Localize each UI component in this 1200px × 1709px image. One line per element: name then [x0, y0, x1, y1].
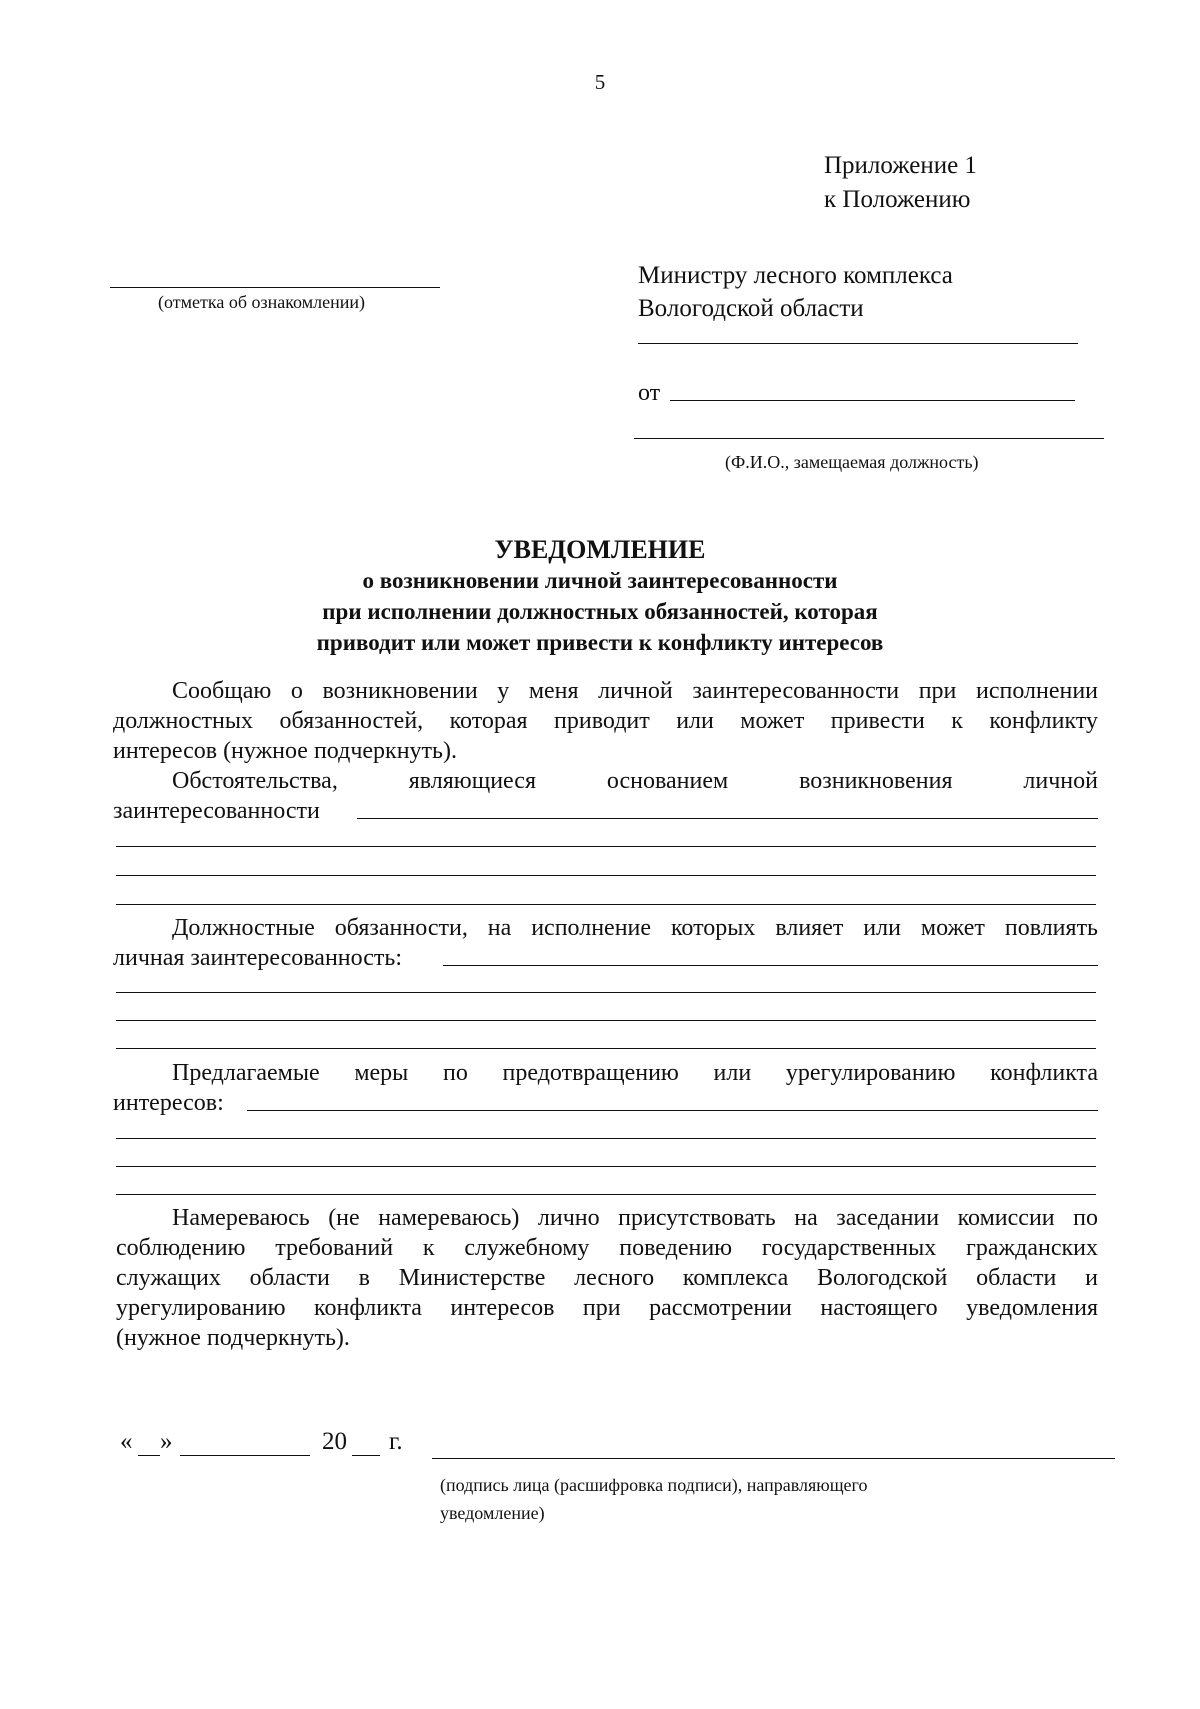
circumstances-line-3[interactable]	[116, 875, 1096, 876]
duties-line-1[interactable]	[443, 965, 1098, 966]
signature-caption-2: уведомление)	[440, 1503, 545, 1523]
p2-line-1: Обстоятельства, являющиеся основанием возникновения личной	[172, 768, 1098, 794]
p5-line-2: соблюдению требований к служебному поведению государственных гражданских	[116, 1235, 1098, 1261]
p4-line-2: интересов:	[113, 1090, 224, 1116]
p5-line-3: служащих области в Министерстве лесного комплекса Вологодской области и	[116, 1265, 1098, 1291]
fio-caption: (Ф.И.О., замещаемая должность)	[725, 452, 979, 472]
position-line[interactable]	[634, 438, 1104, 439]
document-title: УВЕДОМЛЕНИЕ	[494, 535, 706, 564]
addressee-blank-line[interactable]	[638, 343, 1078, 344]
measures-line-1[interactable]	[247, 1110, 1098, 1111]
title-subline-1: о возникновении личной заинтересованности	[362, 568, 838, 593]
date-quote-open: «	[120, 1428, 133, 1455]
duties-line-3[interactable]	[116, 1020, 1096, 1021]
p2-line-2: заинтересованности	[113, 798, 320, 824]
p1-line-1: Сообщаю о возникновении у меня личной заинтересованности при исполнении	[172, 678, 1098, 704]
p1-line-2: должностных обязанностей, которая приводит или может привести к конфликту	[113, 708, 1098, 734]
appendix-label: Приложение 1	[824, 152, 977, 179]
p5-line-5: (нужное подчеркнуть).	[116, 1325, 350, 1351]
circumstances-line-2[interactable]	[116, 846, 1096, 847]
circumstances-line-1[interactable]	[357, 818, 1098, 819]
duties-line-4[interactable]	[116, 1048, 1096, 1049]
signature-caption-1: (подпись лица (расшифровка подписи), направляющего	[440, 1475, 868, 1495]
measures-line-4[interactable]	[116, 1194, 1096, 1195]
from-name-line[interactable]	[670, 400, 1075, 401]
p1-line-3: интересов (нужное подчеркнуть).	[113, 738, 457, 764]
acknowledgement-caption: (отметка об ознакомлении)	[158, 292, 365, 312]
title-subline-3: приводит или может привести к конфликту интересов	[316, 630, 884, 655]
signature-line[interactable]	[432, 1458, 1115, 1459]
date-year-line[interactable]	[352, 1455, 380, 1456]
p3-line-1: Должностные обязанности, на исполнение которых влияет или может повлиять	[172, 915, 1098, 941]
p3-line-2: личная заинтересованность:	[113, 945, 402, 971]
from-label: от	[638, 380, 661, 406]
duties-line-2[interactable]	[116, 992, 1096, 993]
p5-line-1: Намереваюсь (не намереваюсь) лично присутствовать на заседании комиссии по	[172, 1205, 1098, 1231]
date-day-line[interactable]	[138, 1455, 160, 1456]
page-number: 5	[594, 70, 606, 94]
date-quote-close: »	[160, 1428, 173, 1455]
measures-line-3[interactable]	[116, 1166, 1096, 1167]
date-month-line[interactable]	[180, 1455, 310, 1456]
measures-line-2[interactable]	[116, 1138, 1096, 1139]
circumstances-line-4[interactable]	[116, 904, 1096, 905]
addressee-line1: Министру лесного комплекса	[638, 262, 953, 289]
date-year-prefix: 20	[322, 1428, 347, 1455]
p5-line-4: урегулированию конфликта интересов при рассмотрении настоящего уведомления	[116, 1295, 1098, 1321]
appendix-reference: к Положению	[824, 186, 971, 213]
p4-line-1: Предлагаемые меры по предотвращению или урегулированию конфликта	[172, 1060, 1098, 1086]
date-year-suffix: г.	[389, 1428, 403, 1455]
acknowledgement-line[interactable]	[110, 287, 440, 288]
addressee-line2: Вологодской области	[638, 295, 864, 322]
title-subline-2: при исполнении должностных обязанностей, которая	[322, 599, 878, 624]
